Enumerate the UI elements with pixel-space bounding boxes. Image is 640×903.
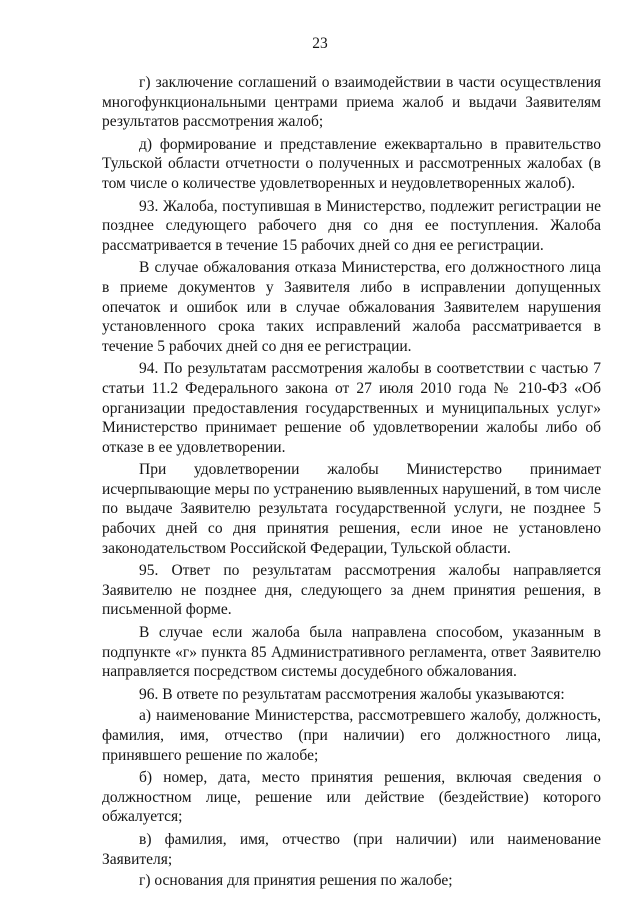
document-body xyxy=(102,73,601,894)
paragraph-pretrial-system: В случае если жалоба была направлена способом, указанным в подпункте «г» пункта 85 Административного регламента, ответ Заявителю направляется посредством системы досудебного обжалования. xyxy=(102,624,601,681)
paragraph-96-contents: 96. В ответе по результатам рассмотрения жалобы указываются: xyxy=(139,685,565,703)
paragraph-appeal-refusal: В случае обжалования отказа Министерства, его должностного лица в приеме документов у Заявителя либо в исправлении допущенных опечаток и ошибок или в случае обжалования Заявителем нарушения установленного срока таких исправлений жалоба рассматривается в течение 5 рабочих дней со дня ее регистрации. xyxy=(102,259,601,355)
paragraph-94-decision: 94. По результатам рассмотрения жалобы в соответствии с частью 7 статьи 11.2 Федерального закона от 27 июля 2010 года № 210-ФЗ «Об организации предоставления государственных и муниципальных услуг» Министерство принимает решение об удовлетворении жалобы либо об отказе в ее удовлетворении. xyxy=(102,360,601,456)
paragraph-v-applicant-name: в) фамилия, имя, отчество (при наличии) или наименование Заявителя; xyxy=(102,830,601,868)
paragraph-93-registration: 93. Жалоба, поступившая в Министерство, подлежит регистрации не позднее следующего рабочего дня со дня ее поступления. Жалоба рассматривается в течение 15 рабочих дней со дня ее регистрации. xyxy=(102,197,601,254)
paragraph-95-response: 95. Ответ по результатам рассмотрения жалобы направляется Заявителю не позднее дня, следующего за днем принятия решения, в письменной форме. xyxy=(102,562,601,619)
paragraph-g-grounds: г) основания для принятия решения по жалобе; xyxy=(139,872,453,890)
paragraph-a-ministry-name: а) наименование Министерства, рассмотревшего жалобу, должность, фамилия, имя, отчество (при наличии) его должностного лица, принявшего решение по жалобе; xyxy=(102,707,601,764)
page-number: 23 xyxy=(312,35,328,52)
paragraph-g-agreements: г) заключение соглашений о взаимодействии в части осуществления многофункциональными центрами приема жалоб и выдачи Заявителям результатов рассмотрения жалоб; xyxy=(102,74,601,131)
paragraph-d-reporting: д) формирование и представление ежеквартально в правительство Тульской области отчетности о полученных и рассмотренных жалобах (в том числе о количестве удовлетворенных и неудовлетворенных жалоб). xyxy=(102,135,601,192)
paragraph-satisfaction-measures: При удовлетворении жалобы Министерство принимает исчерпывающие меры по устранению выявленных нарушений, в том числе по выдаче Заявителю результата государственной услуги, не позднее 5 рабочих дней со дня принятия решения, если иное не установлено законодательством Российской Федерации, Тульской области. xyxy=(102,461,601,557)
paragraph-b-decision-details: б) номер, дата, место принятия решения, включая сведения о должностном лице, решение или действие (бездействие) которого обжалуется; xyxy=(102,769,601,826)
